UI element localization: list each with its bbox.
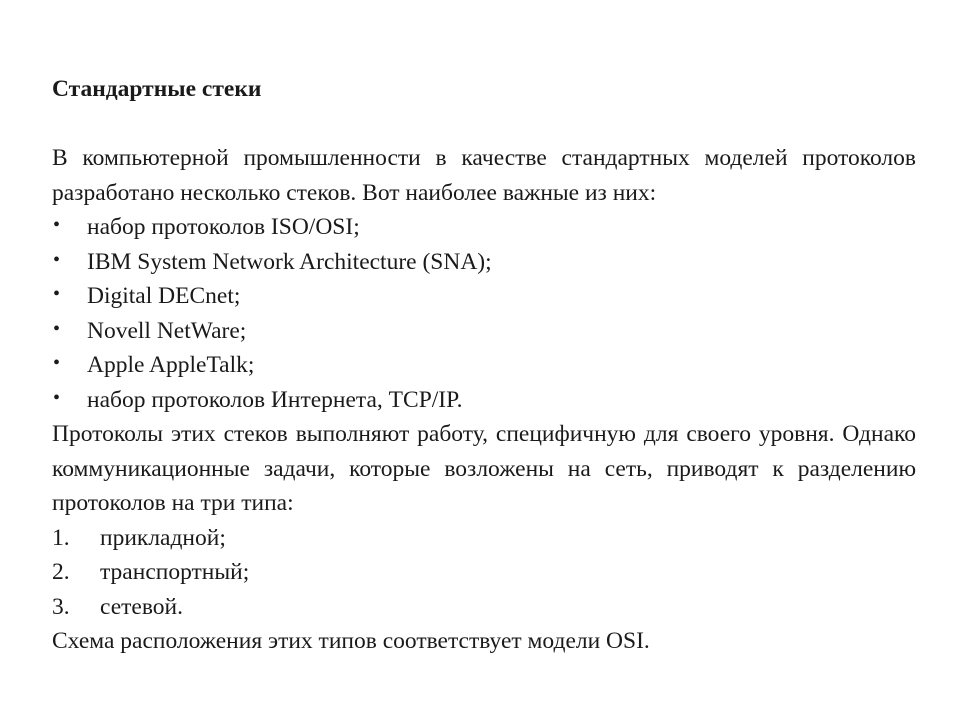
list-number: 2. [52, 559, 70, 585]
list-number: 3. [52, 593, 70, 620]
list-item-text: сетевой. [100, 593, 183, 620]
list-item [52, 555, 916, 590]
list-item-text: набор протоколов ISO/OSI; [87, 214, 360, 240]
list-item [52, 521, 916, 556]
list-item-text: набор протоколов Интернета, TCP/IP. [87, 386, 463, 413]
document-page [52, 72, 916, 659]
list-item [52, 210, 916, 245]
bullet-icon: • [53, 352, 61, 374]
list-item-text: транспортный; [100, 559, 250, 585]
list-item [52, 348, 916, 383]
conclusion-paragraph: Схема расположения этих типов соответствует модели OSI. [52, 628, 650, 654]
list-item [52, 314, 916, 349]
spacer [52, 107, 916, 142]
bullet-icon: • [53, 248, 61, 271]
intro-paragraph: В компьютерной промышленности в качестве стандартных моделей протоколов разработано несколько стеков. Вот наиболее важные из них: [52, 145, 916, 206]
list-number: 1. [52, 524, 70, 551]
list-item-text: Novell NetWare; [87, 317, 247, 344]
protocol-types-list [52, 521, 916, 625]
list-item [52, 383, 916, 418]
bullet-icon: • [53, 214, 61, 236]
bullet-icon: • [53, 386, 61, 409]
list-item-text: Digital DECnet; [87, 283, 241, 309]
list-item [52, 279, 916, 314]
list-item-text: IBM System Network Architecture (SNA); [87, 248, 492, 275]
list-item-text: Apple AppleTalk; [87, 352, 255, 378]
list-item [52, 590, 916, 625]
middle-paragraph: Протоколы этих стеков выполняют работу, специфичную для своего уровня. Однако коммуникационные задачи, которые возложены на сеть, приводят к разделению протоколов на три типа: [52, 421, 916, 516]
bullet-icon: • [53, 283, 61, 305]
bullet-icon: • [53, 317, 61, 340]
stacks-list [52, 210, 916, 417]
list-item-text: прикладной; [100, 524, 226, 551]
page-title: Стандартные стеки [52, 76, 262, 102]
list-item [52, 245, 916, 280]
